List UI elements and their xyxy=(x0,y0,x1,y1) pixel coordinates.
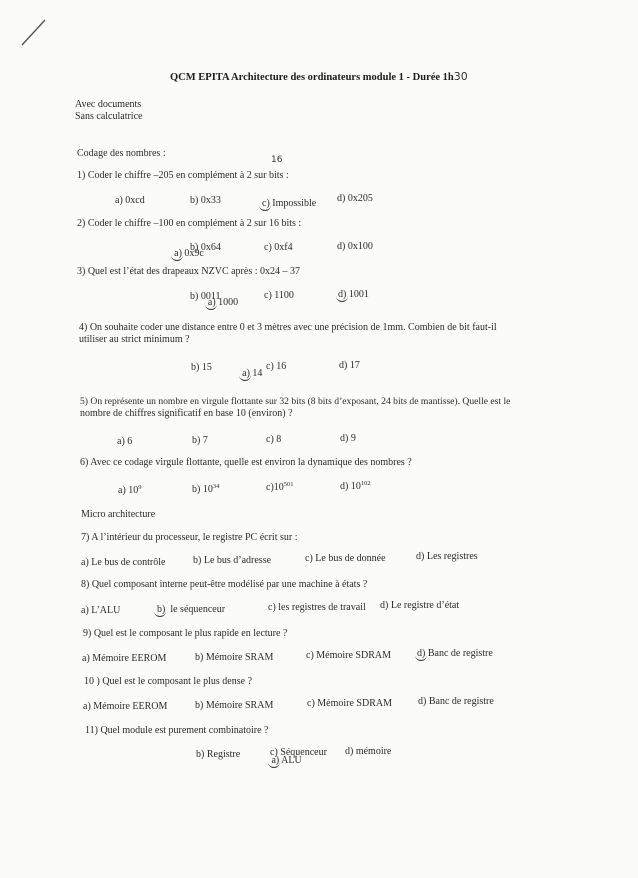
q10-option-a[interactable]: a) Mémoire EEROM xyxy=(83,701,168,712)
q8-option-a[interactable]: a) L’ALU xyxy=(81,605,121,616)
q9-option-b[interactable]: b) Mémoire SRAM xyxy=(195,652,274,663)
handwritten-16-note: 16 xyxy=(271,155,283,165)
q6-option-b[interactable] xyxy=(192,484,219,495)
q6-b-exponent: 34 xyxy=(212,483,220,490)
q4-option-d[interactable]: d) 17 xyxy=(339,360,360,371)
q6-option-a[interactable] xyxy=(118,485,142,496)
q8-option-c[interactable]: c) les registres de travail xyxy=(268,602,366,613)
section-micro-architecture: Micro architecture xyxy=(81,509,156,520)
q7-option-c[interactable]: c) Le bus de donnée xyxy=(305,553,386,564)
q10-option-c[interactable]: c) Mémoire SDRAM xyxy=(307,698,392,709)
question-9: 9) Quel est le composant le plus rapide en lecture ? xyxy=(83,628,288,639)
q3-option-d-circled[interactable]: d) 1001 xyxy=(338,289,369,300)
q6-a-exponent: 9 xyxy=(138,484,142,491)
q8-b-text: le séquenceur xyxy=(170,604,226,615)
q10-option-d[interactable]: d) Banc de registre xyxy=(418,696,494,707)
q2-option-d[interactable]: d) 0x100 xyxy=(337,241,373,252)
question-2: 2) Coder le chiffre –100 en complément à 2 sur 16 bits : xyxy=(77,218,302,229)
q1-option-c-circled[interactable]: c) Impossible xyxy=(262,198,317,209)
q4-option-a-circled[interactable]: a) 14 xyxy=(242,368,263,379)
q11-option-b[interactable]: b) Registre xyxy=(196,749,241,760)
q6-c-base: c)10 xyxy=(266,482,284,493)
q7-option-b[interactable]: b) Le bus d’adresse xyxy=(193,555,272,566)
question-4-line1: 4) On souhaite coder une distance entre 0 et 3 mètres avec une précision de 1mm. Combien de bit faut-il xyxy=(79,322,497,333)
question-8: 8) Quel composant interne peut-être modélisé par une machine à états ? xyxy=(81,579,368,590)
q5-option-b[interactable]: b) 7 xyxy=(192,435,208,446)
q1-option-a[interactable]: a) 0xcd xyxy=(115,195,145,206)
q2-option-c[interactable]: c) 0xf4 xyxy=(264,242,293,253)
q3-option-c[interactable]: c) 1100 xyxy=(264,290,294,301)
question-7: 7) A l’intérieur du processeur, le registre PC écrit sur : xyxy=(81,532,298,543)
q8-option-d[interactable]: d) Le registre d’état xyxy=(380,600,460,611)
q4-option-c[interactable]: c) 16 xyxy=(266,361,287,372)
title-text: QCM EPITA Architecture des ordinateurs module 1 - Durée 1h xyxy=(170,72,454,83)
q6-option-c[interactable] xyxy=(266,482,294,493)
q11-option-d[interactable]: d) mémoire xyxy=(345,746,392,757)
q2-option-b[interactable]: b) 0x64 xyxy=(190,242,221,253)
q6-option-d[interactable] xyxy=(340,481,371,492)
q5-option-d[interactable]: d) 9 xyxy=(340,433,356,444)
q7-option-d[interactable]: d) Les registres xyxy=(416,551,478,562)
question-5-line2: nombre de chiffres significatif en base 10 (environ) ? xyxy=(80,408,293,419)
q10-option-b[interactable]: b) Mémoire SRAM xyxy=(195,700,274,711)
question-10: 10 ) Quel est le composant le plus dense ? xyxy=(84,676,253,687)
exam-title xyxy=(170,70,468,83)
q2-option-a-circled[interactable]: a) 0x9c xyxy=(174,248,204,259)
q7-option-a[interactable]: a) Le bus de contrôle xyxy=(81,557,166,568)
q6-d-base: d) 10 xyxy=(340,481,361,492)
question-4-line2: utiliser au strict minimum ? xyxy=(79,334,190,345)
q6-c-exponent: 501 xyxy=(283,481,294,488)
question-1: 1) Coder le chiffre –205 en complément à 2 sur bits : xyxy=(77,170,289,181)
pen-slash-mark xyxy=(0,0,60,60)
title-handwritten-30: 30 xyxy=(453,70,468,83)
q11-option-a-circled[interactable]: a) ALU xyxy=(271,755,302,766)
q5-option-c[interactable]: c) 8 xyxy=(266,434,282,445)
q6-a-base: a) 10 xyxy=(118,485,139,496)
question-5-line1: 5) On représente un nombre en virgule flottante sur 32 bits (8 bits d’exposant, 24 bits de mantisse). Quelle est le xyxy=(80,396,511,407)
question-3: 3) Quel est l’état des drapeaux NZVC après : 0x24 – 37 xyxy=(77,266,300,277)
q6-d-exponent: 102 xyxy=(360,480,371,487)
rule-documents: Avec documents xyxy=(75,99,142,110)
q11-option-c[interactable]: c) Séquenceur xyxy=(270,747,327,758)
q6-b-base: b) 10 xyxy=(192,484,213,495)
question-6: 6) Avec ce codage virgule flottante, quelle est environ la dynamique des nombres ? xyxy=(80,457,412,468)
rule-calculator: Sans calculatrice xyxy=(75,111,143,122)
q8-b-letter-circled: b) xyxy=(157,604,166,615)
q9-option-d-circled[interactable]: d) Banc de registre xyxy=(417,648,493,659)
question-11: 11) Quel module est purement combinatoire ? xyxy=(85,725,269,736)
q8-option-b[interactable] xyxy=(157,604,225,615)
q3-option-a-circled[interactable]: a) 1000 xyxy=(207,297,239,308)
q1-option-b[interactable]: b) 0x33 xyxy=(190,195,221,206)
q3-option-b[interactable]: b) 0011 xyxy=(190,291,221,302)
section-number-coding: Codage des nombres : xyxy=(77,148,166,159)
q9-option-c[interactable]: c) Mémoire SDRAM xyxy=(306,650,391,661)
q4-option-b[interactable]: b) 15 xyxy=(191,362,212,373)
q1-option-d[interactable]: d) 0x205 xyxy=(337,193,373,204)
q9-option-a[interactable]: a) Mémoire EEROM xyxy=(82,653,167,664)
q5-option-a[interactable]: a) 6 xyxy=(117,436,133,447)
